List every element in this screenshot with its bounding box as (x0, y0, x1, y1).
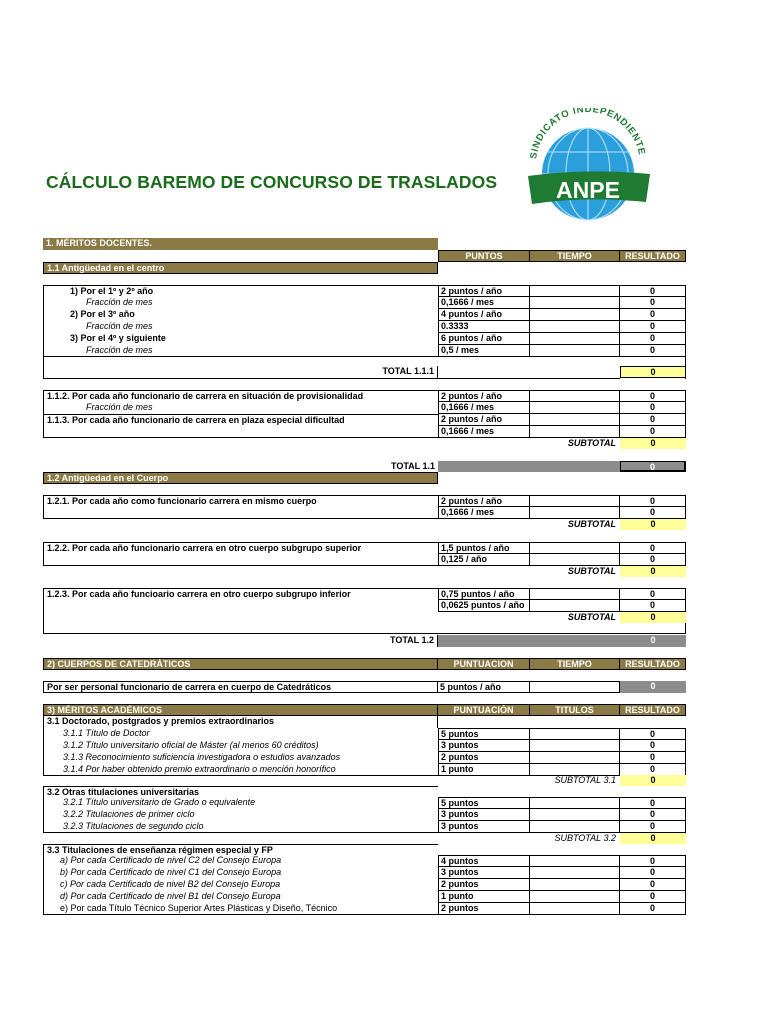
row-points: 0,0625 puntos / año (438, 600, 530, 612)
subtotal-value: 0 (620, 438, 686, 449)
section1-columns-row (0, 250, 768, 262)
row-points: 0,75 puntos / año (438, 588, 530, 600)
row-label: a) Por cada Certificado de nivel C2 del Consejo Europa (43, 855, 438, 867)
row-result: 0 (620, 728, 686, 740)
subtotal-row (0, 612, 768, 623)
logo-brand: ANPE (556, 177, 620, 203)
subtotal-label: SUBTOTAL (567, 612, 616, 622)
row-label: e) Por cada Título Técnico Superior Artes Plásticas y Diseño, Técnico (43, 903, 438, 915)
page-title: CÁLCULO BAREMO DE CONCURSO DE TRASLADOS (46, 172, 498, 192)
row-label: 1.2.1. Por cada año como funcionario carrera en mismo cuerpo (43, 495, 438, 507)
table-row (0, 285, 768, 297)
total-12-row (0, 635, 768, 647)
section2-header-row (0, 658, 768, 670)
subtotal-value: 0 (620, 566, 686, 577)
row-points: 3 puntos (438, 867, 530, 879)
table-row (0, 797, 768, 809)
table-row (0, 855, 768, 867)
titulos-input[interactable] (530, 728, 620, 740)
row-label: 1.2.3. Por cada año funcioario carrera en otro cuerpo subgrupo inferior (43, 588, 438, 600)
row-result: 0 (620, 321, 686, 333)
row-result: 0 (620, 821, 686, 833)
row-label: b) Por cada Certificado de nivel C1 del Consejo Europa (43, 867, 438, 879)
row-label: 3.1.3 Reconocimiento suficiencia investigadora o estudios avanzados (43, 752, 438, 764)
row-points: 0.3333 (438, 321, 530, 333)
row-points: 2 puntos (438, 752, 530, 764)
subtotal-value: 0 (620, 612, 686, 623)
table-row (0, 879, 768, 891)
subtotal-row (0, 438, 768, 449)
tiempo-input[interactable] (530, 309, 620, 321)
col-tiempo: TIEMPO (530, 250, 620, 262)
table-row (0, 903, 768, 915)
row-points: 1,5 puntos / año (438, 542, 530, 554)
titulos-input[interactable] (530, 752, 620, 764)
row-result: 0 (620, 414, 686, 426)
row-label: Fracción de mes (43, 402, 438, 414)
row-points: 3 puntos (438, 821, 530, 833)
tiempo-input[interactable] (530, 542, 620, 554)
subtotal-label: SUBTOTAL (567, 566, 616, 576)
row-label: 1.1.3. Por cada año funcionario de carrera en plaza especial dificultad (43, 414, 438, 426)
section3-header: 3) MÉRITOS ACADÉMICOS (43, 704, 438, 716)
row-points: 2 puntos (438, 879, 530, 891)
tiempo-input[interactable] (530, 554, 620, 566)
subsection-31: 3.1 Doctorado, postgrados y premios extraordinarios (43, 716, 438, 728)
row-result: 0 (620, 345, 686, 357)
subtotal-row (0, 566, 768, 577)
table-row (0, 809, 768, 821)
tiempo-input[interactable] (530, 600, 620, 612)
row-points: 0,1666 / mes (438, 507, 530, 519)
tiempo-input[interactable] (530, 297, 620, 309)
row-label: 1.2.2. Por cada año funcionario carrera en otro cuerpo subgrupo superior (43, 542, 438, 554)
row-result: 0 (620, 797, 686, 809)
row-label: Fracción de mes (43, 345, 438, 357)
row-label: d) Por cada Certificado de nivel B1 del Consejo Europa (43, 891, 438, 903)
blank-cell (43, 554, 438, 566)
blank-cell (43, 600, 438, 612)
row-label: 3.1.1 Título de Doctor (43, 728, 438, 740)
subsection-12: 1.2 Antigüedad en el Cuerpo (43, 472, 438, 484)
row-points: 0,1666 / mes (438, 426, 530, 438)
row-points: 2 puntos / año (438, 285, 530, 297)
total-111-row (0, 366, 768, 378)
col-resultado: RESULTADO (620, 250, 686, 262)
titulos-input[interactable] (530, 867, 620, 879)
section1-header: 1. MÉRITOS DOCENTES. (43, 238, 438, 250)
tiempo-input[interactable] (530, 495, 620, 507)
col-puntos: PUNTOS (438, 250, 530, 262)
row-result: 0 (620, 764, 686, 776)
row-result: 0 (620, 867, 686, 879)
col-puntuacion: PUNTUACIÓN (438, 704, 530, 716)
row-label: 3.1.2 Título universitario oficial de Máster (al menos 60 créditos) (43, 740, 438, 752)
row-points: 0,125 / año (438, 554, 530, 566)
row-label: 3.1.4 Por haber obtenido premio extraordinario o mención honorífico (43, 764, 438, 776)
subsection-32: 3.2 Otras titulaciones universitarias (43, 786, 438, 797)
total-11-value: 0 (620, 461, 686, 472)
row-result: 0 (620, 390, 686, 402)
subtotal-31-label: SUBTOTAL 3.1 (554, 775, 616, 785)
row-result: 0 (620, 402, 686, 414)
titulos-input[interactable] (530, 809, 620, 821)
row-points: 2 puntos / año (438, 495, 530, 507)
section3-header-row (0, 704, 768, 716)
total-111-value: 0 (620, 366, 686, 378)
table-row (0, 507, 768, 519)
row-result: 0 (620, 333, 686, 345)
tiempo-input[interactable] (530, 390, 620, 402)
tiempo-input[interactable] (530, 681, 620, 693)
subtotal-31-value: 0 (620, 775, 686, 786)
tiempo-input[interactable] (530, 588, 620, 600)
row-label: 3) Por el 4º y siguiente (43, 333, 438, 345)
titulos-input[interactable] (530, 855, 620, 867)
subsection-12-row (0, 472, 768, 484)
row-result: 0 (620, 588, 686, 600)
row-label: 1) Por el 1º y 2º año (43, 285, 438, 297)
titulos-input[interactable] (530, 879, 620, 891)
table-row (0, 728, 768, 740)
row-points: 5 puntos / año (438, 681, 530, 693)
tiempo-input[interactable] (530, 414, 620, 426)
row-points: 4 puntos / año (438, 309, 530, 321)
row-result: 0 (620, 309, 686, 321)
subtotal-32-label: SUBTOTAL 3.2 (554, 833, 616, 843)
table-row (0, 600, 768, 612)
row-points: 0,1666 / mes (438, 297, 530, 309)
col-resultado: RESULTADO (620, 658, 686, 670)
row-label: Fracción de mes (43, 297, 438, 309)
table-row (0, 821, 768, 833)
anpe-logo (522, 108, 654, 226)
table-row (0, 309, 768, 321)
total-111-label: TOTAL 1.1.1 (300, 366, 438, 378)
row-points: 3 puntos (438, 809, 530, 821)
row-points: 3 puntos (438, 740, 530, 752)
col-titulos: TITULOS (530, 704, 620, 716)
titulos-input[interactable] (530, 903, 620, 915)
table-row (0, 752, 768, 764)
total-12-value: 0 (620, 635, 686, 647)
row-points: 5 puntos (438, 797, 530, 809)
titulos-input[interactable] (530, 740, 620, 752)
row-result: 0 (620, 495, 686, 507)
row-result: 0 (620, 855, 686, 867)
section2-header: 2) CUERPOS DE CATEDRÁTICOS (43, 658, 438, 670)
row-label: 2) Por el 3º año (43, 309, 438, 321)
table-row (0, 740, 768, 752)
tiempo-input[interactable] (530, 507, 620, 519)
row-points: 6 puntos / año (438, 333, 530, 345)
titulos-input[interactable] (530, 821, 620, 833)
tiempo-input[interactable] (530, 426, 620, 438)
subsection-32-row (0, 786, 768, 797)
row-result: 0 (620, 297, 686, 309)
row-result: 0 (620, 903, 686, 915)
blank-cell (43, 507, 438, 519)
gray-bar (438, 635, 620, 647)
row-label: Por ser personal funcionario de carrera en cuerpo de Catedráticos (43, 681, 438, 693)
row-points: 0,1666 / mes (438, 402, 530, 414)
col-resultado: RESULTADO (620, 704, 686, 716)
row-result: 0 (620, 879, 686, 891)
subtotal-32-value: 0 (620, 833, 686, 844)
row-points: 4 puntos (438, 855, 530, 867)
table-row (0, 390, 768, 402)
blank-cell (43, 426, 438, 438)
row-result: 0 (620, 600, 686, 612)
tiempo-input[interactable] (530, 321, 620, 333)
subsection-33-row (0, 844, 768, 855)
logo-arc-text: SINDICATO INDEPENDIENTE (528, 108, 648, 160)
row-result: 0 (620, 681, 686, 693)
row-points: 0,5 / mes (438, 345, 530, 357)
table-row (0, 867, 768, 879)
tiempo-input[interactable] (530, 402, 620, 414)
row-result: 0 (620, 891, 686, 903)
subtotal-value: 0 (620, 519, 686, 530)
total-11-label: TOTAL 1.1 (390, 461, 435, 471)
gray-bar (438, 461, 620, 472)
row-points: 2 puntos / año (438, 390, 530, 402)
titulos-input[interactable] (530, 797, 620, 809)
table-row (0, 495, 768, 507)
table-row (0, 588, 768, 600)
row-label: c) Por cada Certificado de nivel B2 del Consejo Europa (43, 879, 438, 891)
table-row (0, 402, 768, 414)
subsection-31-row (0, 716, 768, 728)
row-points: 1 punto (438, 764, 530, 776)
subtotal-row (0, 775, 768, 786)
table-row (0, 414, 768, 426)
row-result: 0 (620, 542, 686, 554)
total-12-label: TOTAL 1.2 (300, 635, 438, 647)
titulos-input[interactable] (530, 891, 620, 903)
table-row (0, 542, 768, 554)
row-result: 0 (620, 752, 686, 764)
row-points: 5 puntos (438, 728, 530, 740)
row-label: 1.1.2. Por cada año funcionario de carrera en situación de provisionalidad (43, 390, 438, 402)
total-11-row (0, 461, 768, 472)
row-result: 0 (620, 554, 686, 566)
row-result: 0 (620, 809, 686, 821)
tiempo-input[interactable] (530, 333, 620, 345)
subtotal-row (0, 519, 768, 530)
table-row (0, 554, 768, 566)
subsection-33: 3.3 Titulaciones de enseñanza régimen especial y FP (43, 844, 438, 855)
row-result: 0 (620, 285, 686, 297)
row-label: 3.2.1 Título universitario de Grado o equivalente (43, 797, 438, 809)
col-tiempo: TIEMPO (530, 658, 620, 670)
section1-header-row (0, 238, 768, 250)
table-row (0, 426, 768, 438)
row-result: 0 (620, 507, 686, 519)
subtotal-row (0, 833, 768, 844)
table-row (0, 297, 768, 309)
row-points: 2 puntos / año (438, 414, 530, 426)
table-row (0, 891, 768, 903)
table-row (0, 321, 768, 333)
row-result: 0 (620, 740, 686, 752)
table-row (0, 333, 768, 345)
subtotal-label: SUBTOTAL (567, 438, 616, 448)
subsection-11: 1.1 Antigüedad en el centro (43, 262, 438, 274)
row-label: 3.2.3 Titulaciones de segundo ciclo (43, 821, 438, 833)
col-puntuacion: PUNTUACION (438, 658, 530, 670)
tiempo-input[interactable] (530, 345, 620, 357)
tiempo-input[interactable] (530, 285, 620, 297)
subtotal-label: SUBTOTAL (567, 519, 616, 529)
row-result: 0 (620, 426, 686, 438)
table-row (0, 345, 768, 357)
table-row (0, 681, 768, 693)
row-points: 1 punto (438, 891, 530, 903)
row-label: Fracción de mes (43, 321, 438, 333)
row-points: 2 puntos (438, 903, 530, 915)
subsection-11-row (0, 262, 768, 274)
row-label: 3.2.2 Titulaciones de primer ciclo (43, 809, 438, 821)
